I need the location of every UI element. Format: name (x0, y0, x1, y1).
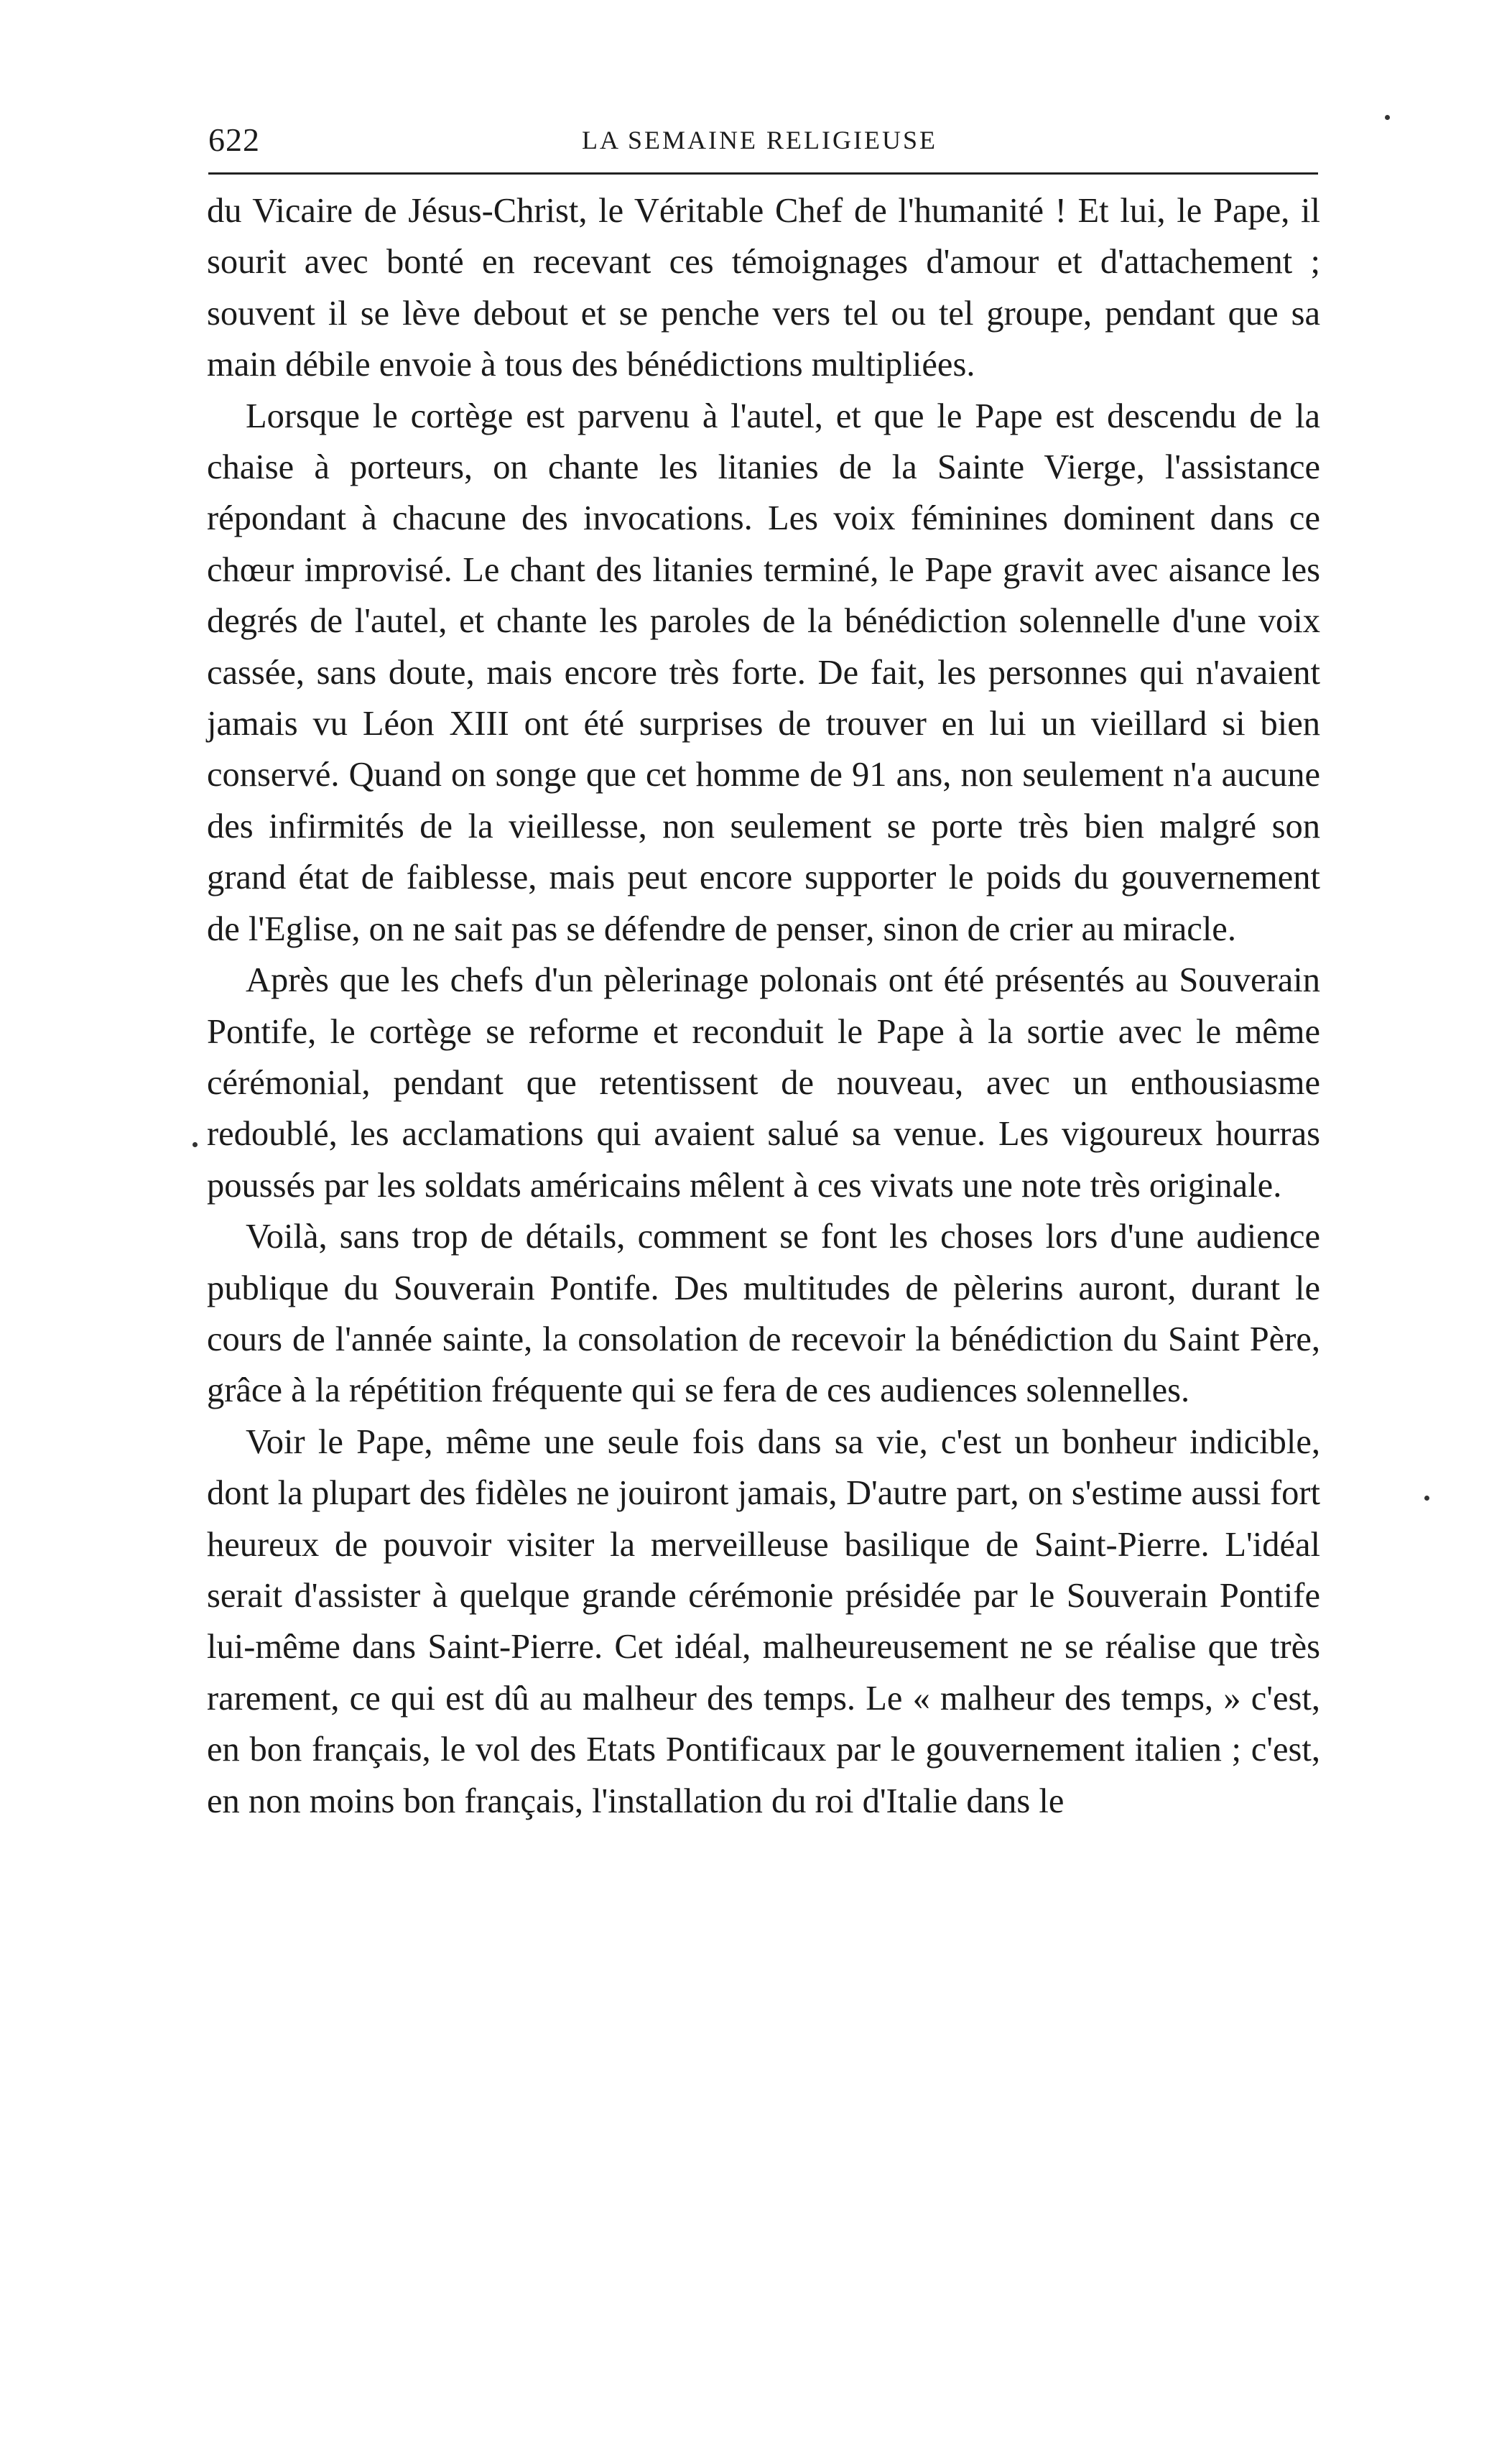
paragraph-3: Après que les chefs d'un pèlerinage polonais ont été présentés au Souverain Pontife, le cortège se reforme et reconduit le Pape à la sortie avec le même cérémonial, pendant que retentissent de nouveau, avec un enthousiasme redoublé, les acclamations qui avaient salué sa venue. Les vigoureux hourras poussés par les soldats américains mêlent à ces vivats une note très originale. (207, 961, 1320, 1205)
running-title: LA SEMAINE RELIGIEUSE (582, 126, 937, 154)
header-rule (208, 172, 1318, 175)
ink-speck (193, 1142, 198, 1147)
page-number: 622 (208, 121, 260, 158)
page-header (208, 121, 1318, 164)
ink-speck (1385, 115, 1390, 120)
paragraph-1: du Vicaire de Jésus-Christ, le Véritable Chef de l'humanité ! Et lui, le Pape, il sourit avec bonté en recevant ces témoignages d'amour et d'attachement ; souvent il se lève debout et se penche vers tel ou tel groupe, pendant que sa main débile envoie à tous des bénédictions multipliées. (207, 192, 1320, 384)
paragraph-2: Lorsque le cortège est parvenu à l'autel, et que le Pape est descendu de la chaise à porteurs, on chante les litanies de la Sainte Vierge, l'assistance répondant à chacune des invocations. Les voix féminines dominent dans ce chœur improvisé. Le chant des litanies terminé, le Pape gravit avec aisance les degrés de l'autel, et chante les paroles de la bénédiction solennelle d'une voix cassée, sans doute, mais encore très forte. De fait, les personnes qui n'avaient jamais vu Léon XIII ont été surprises de trouver en lui un vieillard si bien conservé. Quand on songe que cet homme de 91 ans, non seulement n'a aucune des infirmités de la vieillesse, non seulement se porte très bien malgré son grand état de faiblesse, mais peut encore supporter le poids du gouvernement de l'Eglise, on ne sait pas se défendre de penser, sinon de crier au miracle. (207, 397, 1320, 948)
ink-speck (1424, 1496, 1429, 1501)
body-text (207, 185, 1320, 1827)
paragraph-5: Voir le Pape, même une seule fois dans sa vie, c'est un bonheur indicible, dont la plupart des fidèles ne jouiront jamais, D'autre part, on s'estime aussi fort heureux de pouvoir visiter la merveilleuse basilique de Saint-Pierre. L'idéal serait d'assister à quelque grande cérémonie présidée par le Souverain Pontife lui-même dans Saint-Pierre. Cet idéal, malheureusement ne se réalise que très rarement, ce qui est dû au malheur des temps. Le « malheur des temps, » c'est, en bon français, le vol des Etats Pontificaux par le gouvernement italien ; c'est, en non moins bon français, l'installation du roi d'Italie dans le (207, 1422, 1320, 1820)
paragraph-4: Voilà, sans trop de détails, comment se font les choses lors d'une audience publique du Souverain Pontife. Des multitudes de pèlerins auront, durant le cours de l'année sainte, la consolation de recevoir la bénédiction du Saint Père, grâce à la répétition fréquente qui se fera de ces audiences solennelles. (207, 1218, 1320, 1410)
